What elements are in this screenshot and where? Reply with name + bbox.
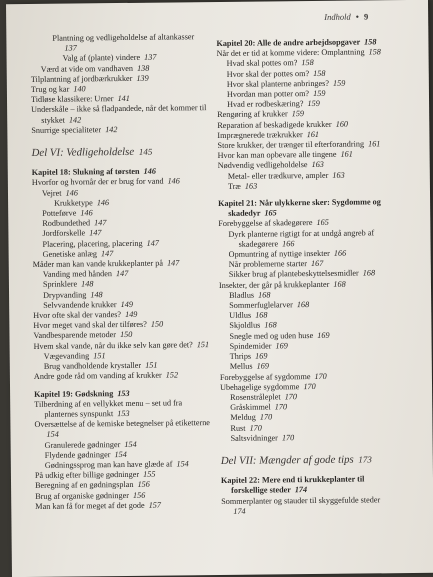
toc-entry-title: Uldlus [229, 310, 252, 321]
toc-entry-title: Hvordan man potter om? [226, 89, 310, 99]
toc-entry [30, 32, 210, 54]
toc-entry-title: Kapitel 22: Mere end ti krukkeplanter til forskellige steder [220, 474, 365, 496]
toc-right-column [216, 30, 391, 517]
toc-entry-page: 146 [143, 166, 156, 177]
toc-entry-page: 145 [138, 146, 153, 157]
toc-entry-title: Store krukker, der trænger til efterforandring [217, 139, 365, 151]
toc-entry-page: 146 [65, 188, 78, 198]
toc-entry-page: 169 [317, 330, 330, 340]
toc-entry-title: Rust [230, 423, 246, 433]
toc-entry-title: Brug vandholdende krystaller [43, 360, 142, 371]
toc-entry-title: Tilberdning af en vellykket menu – set ud fra planternes synspunkt [34, 398, 183, 419]
toc-entry-title: Brug af organiske gødninger [35, 490, 129, 501]
toc-entry-page: 146 [96, 197, 110, 208]
toc-entry-title: Hvad er rodbeskæring? [227, 99, 304, 110]
toc-entry-title: Granulerede gødninger [44, 439, 121, 450]
toc-entry-page: 168 [264, 320, 277, 331]
toc-entry-page: 161 [368, 139, 381, 149]
toc-entry-page: 173 [358, 454, 372, 465]
toc-entry-page: 147 [94, 218, 107, 228]
toc-entry-title: Sommerplanter og stauder til skyggefulde steder [221, 494, 381, 506]
toc-entry-title: Man kan få for meget af det gode [35, 500, 145, 511]
toc-entry-page: 170 [303, 381, 316, 391]
toc-entry-page: 166 [333, 248, 347, 258]
toc-entry-title: Opmuntring af nyttige insekter [228, 248, 330, 259]
toc-entry-title: Flydende gødninger [44, 449, 111, 460]
toc-entry-page: 158 [368, 47, 381, 57]
toc-entry-title: Snurrige specialiteter [31, 125, 102, 135]
toc-entry-page: 146 [80, 208, 93, 218]
toc-entry-title: Kapitel 19: Gødskning [34, 388, 114, 399]
toc-entry-title: Snegle med og uden huse [229, 330, 314, 341]
toc-chapter-heading [221, 474, 391, 496]
toc-entry-page: 170 [314, 371, 327, 381]
toc-entry-title: Sikker brug af plantebeskyttelsesmidler [228, 269, 359, 280]
toc-entry-page: 147 [100, 248, 114, 259]
toc-entry-title: Hvem skal vande, når du ikke selv kan gøre det? [33, 339, 193, 351]
toc-entry-title: Placering, placering, placering [42, 238, 143, 249]
toc-entry-page: 152 [165, 370, 179, 380]
toc-entry-page: 138 [137, 63, 150, 73]
toc-chapter-heading [218, 197, 388, 219]
toc-entry-title: Hvor ofte skal der vandes? [33, 310, 122, 321]
toc-part-heading [221, 454, 391, 466]
toc-entry-title: Nødvendig vedligeholdelse [217, 160, 308, 171]
toc-entry [218, 180, 388, 192]
toc-entry-page: 147 [166, 258, 180, 268]
toc-entry-page: 165 [264, 208, 277, 218]
toc-entry-page: 148 [81, 279, 94, 289]
toc-entry-page: 169 [275, 341, 288, 351]
toc-entry-title: Del VII: Mængder af gode tips [220, 453, 354, 467]
toc-entry-title: Bladlus [229, 290, 255, 300]
toc-entry-page: 163 [311, 160, 324, 170]
toc-entry-title: Træ [227, 181, 241, 191]
toc-entry-title: Hvor skal planterne anbringes? [226, 78, 329, 89]
toc-entry-page: 161 [340, 149, 353, 159]
toc-entry-page: 163 [332, 170, 345, 180]
toc-entry-title: Metal- eller trædkurve, ampler [227, 170, 329, 181]
toc-entry-title: Når problemerne starter [228, 259, 307, 270]
toc-entry-title: Gråskimmel [230, 402, 271, 412]
toc-entry-title: Værd at vide om vandhaven [40, 63, 134, 74]
toc-entry-page: 148 [90, 289, 103, 300]
toc-entry-title: Hvorfor og hvornår der er brug for vand [31, 177, 164, 188]
toc-entry-page: 142 [68, 115, 82, 125]
toc-entry-title: Kapitel 18: Slukning af tørsten [31, 167, 140, 178]
toc-entry-title: Vejret [41, 188, 62, 198]
toc-entry-page: 150 [150, 319, 164, 329]
toc-entry [221, 432, 391, 444]
toc-entry-page: 149 [120, 299, 133, 309]
page-number: 9 [363, 11, 369, 22]
toc-entry-title: Sprinklere [42, 279, 78, 290]
toc-entry-page: 155 [143, 469, 156, 479]
toc-entry-page: 140 [73, 84, 86, 94]
toc-entry-title: Dyrk planterne rigtigt for at undgå angreb af skadegørere [228, 228, 375, 249]
toc-entry [34, 340, 214, 352]
toc-entry-title: Hvor meget vand skal der tilføres? [33, 320, 147, 331]
toc-entry-page: 170 [249, 423, 262, 433]
toc-entry-page: 147 [115, 269, 129, 279]
toc-entry-page: 163 [244, 181, 258, 191]
header-title: Indhold [324, 11, 351, 22]
toc-entry-title: Krukketype [54, 198, 93, 208]
toc-entry-page: 154 [46, 429, 59, 440]
toc-entry-page: 158 [313, 68, 326, 78]
toc-entry-page: 139 [136, 73, 149, 83]
toc-entry-title: Ubehagelige sygdomme [219, 381, 300, 392]
toc-entry-title: Selvvandende krukker [43, 299, 117, 310]
toc-entry-title: Insekter, der går på krukkeplanter [218, 279, 330, 290]
toc-entry-page: 159 [307, 99, 320, 109]
toc-entry-title: Del VI: Vedligeholdelse [31, 145, 135, 159]
toc-entry-title: Potteførve [42, 208, 77, 218]
toc-entry-title: Vanding med hånden [42, 269, 113, 280]
toc-entry-title: Thrips [229, 351, 252, 361]
toc-entry-page: 151 [145, 360, 158, 370]
toc-entry-title: Rengøring af krukker [217, 109, 288, 120]
toc-entry-page: 150 [120, 330, 133, 340]
toc-entry [221, 495, 391, 517]
toc-entry-title: Forebyggelse af sygdomme [219, 371, 311, 382]
toc-entry-page: 156 [132, 490, 146, 500]
toc-entry [34, 370, 214, 382]
toc-entry-page: 141 [117, 94, 130, 104]
toc-entry-page: 147 [89, 228, 102, 238]
toc-entry [34, 398, 214, 420]
toc-entry-title: Gødningssprog man kan have glæde af [44, 459, 173, 470]
toc-entry-page: 153 [117, 388, 130, 398]
toc-entry-title: Forebyggelse af skadegørere [218, 218, 313, 229]
toc-entry-title: Hvor kan man opbevare alle tingene [217, 149, 337, 161]
toc-entry-page: 154 [124, 439, 137, 449]
toc-entry-page: 137 [144, 53, 157, 63]
toc-entry-title: Tidløse klassikere: Urner [30, 94, 114, 105]
toc-entry-page: 157 [148, 500, 161, 510]
toc-entry [34, 418, 214, 440]
toc-entry-page: 159 [332, 78, 346, 88]
toc-entry-page: 169 [256, 361, 269, 371]
toc-entry-title: Rosenstråleplet [230, 392, 281, 402]
toc-entry-title: Måder man kan vande krukkeplanter på [32, 258, 164, 270]
toc-entry-page: 168 [258, 290, 271, 300]
toc-entry-page: 147 [146, 238, 159, 248]
toc-entry-page: 158 [364, 37, 377, 47]
toc-entry-title: Jordforskelle [42, 228, 86, 239]
toc-entry-title: Meldug [230, 412, 256, 423]
toc-entry-title: Når det er tid at komme videre: Omplantning [216, 47, 365, 59]
toc-entry [35, 500, 215, 512]
toc-entry-page: 166 [282, 239, 295, 249]
toc-entry-page: 146 [167, 176, 180, 186]
toc-entry-title: Oversættelse af de kemiske betegnelser på etiketterne [34, 418, 210, 430]
toc-entry-title: Mellus [229, 361, 253, 372]
toc-entry-page: 170 [281, 432, 295, 443]
toc-entry-page: 154 [176, 459, 189, 469]
toc-entry-page: 165 [316, 218, 329, 228]
toc-entry-page: 174 [294, 485, 308, 495]
toc-entry-page: 153 [117, 408, 130, 418]
toc-entry-title: På udkig efter billige gødninger [34, 469, 140, 481]
running-header [324, 11, 368, 21]
toc-entry-title: Tilplantning af jordbærkrukker [30, 73, 133, 84]
toc-entry-title: Kapitel 21: Når ulykkerne sker: Sygdomme og skadedyr [218, 197, 381, 219]
toc-entry-title: Valg af (plante) vindere [62, 53, 141, 64]
toc-entry-title: Vandbesparende metoder [33, 330, 117, 341]
toc-entry-page: 154 [114, 449, 127, 459]
toc-entry-page: 170 [284, 392, 297, 402]
toc-entry-page: 158 [301, 58, 314, 68]
toc-entry-title: Saltsvidninger [230, 433, 278, 443]
toc-entry-page: 170 [274, 402, 288, 412]
toc-entry-title: Reparation af beskadigede krukker [217, 119, 332, 130]
toc-entry-title: Sommerfuglelarver [229, 300, 293, 310]
toc-entry-page: 169 [255, 351, 268, 361]
toc-entry-title: Imprægnerede trækrukker [217, 129, 303, 140]
toc-entry-page: 167 [310, 259, 324, 269]
toc-entry-page: 151 [196, 339, 210, 349]
toc-entry-title: Spindemider [229, 341, 272, 351]
toc-entry [218, 228, 388, 250]
toc-entry-title: Genetiske anlæg [42, 249, 98, 259]
toc-entry-page: 156 [137, 480, 150, 490]
toc-entry-page: 137 [64, 43, 77, 53]
toc-entry [31, 124, 211, 136]
toc-entry-page: 168 [333, 279, 346, 289]
toc-entry-page: 161 [306, 129, 320, 139]
toc-entry-page: 168 [255, 310, 268, 320]
toc-left-column [30, 32, 215, 512]
toc-entry-title: Drypvanding [43, 290, 87, 300]
toc-entry-title: Hvad skal pottes om? [226, 58, 298, 69]
toc-entry-title: Plantning og vedligeholdelse af altankasser [52, 32, 195, 43]
toc-entry-page: 168 [296, 300, 310, 310]
toc-entry-title: Underskåle – ikke så fladpandede, når det kommer til stykket [31, 103, 207, 125]
toc-entry-page: 174 [233, 506, 246, 516]
toc-entry-title: Vægevanding [43, 351, 90, 361]
toc-entry-title: Rodbundethed [42, 218, 91, 229]
toc-entry-page: 149 [125, 309, 138, 320]
toc-entry-title: Hvor skal der pottes om? [226, 68, 310, 79]
toc-entry-page: 168 [362, 268, 376, 278]
header-bullet: • [355, 11, 359, 22]
toc-entry-page: 160 [335, 119, 349, 129]
toc-entry-page: 159 [291, 109, 305, 119]
book-page [6, 0, 433, 577]
toc-entry-title: Kapitel 20: Alle de andre arbejdsopgaver [216, 37, 361, 49]
toc-part-heading [32, 146, 212, 158]
toc-entry-title: Beregning af en gødningsplan [35, 480, 134, 491]
toc-entry-page: 151 [93, 351, 106, 361]
toc-entry-title: Andre gode råd om vanding af krukker [33, 370, 162, 382]
toc-entry-page: 159 [313, 88, 326, 99]
toc-entry-title: Skjoldlus [229, 321, 261, 331]
toc-entry-page: 142 [105, 124, 118, 135]
toc-entry-title: Trug og kar [30, 84, 70, 94]
toc-entry [31, 103, 211, 125]
toc-entry-page: 170 [259, 412, 273, 422]
